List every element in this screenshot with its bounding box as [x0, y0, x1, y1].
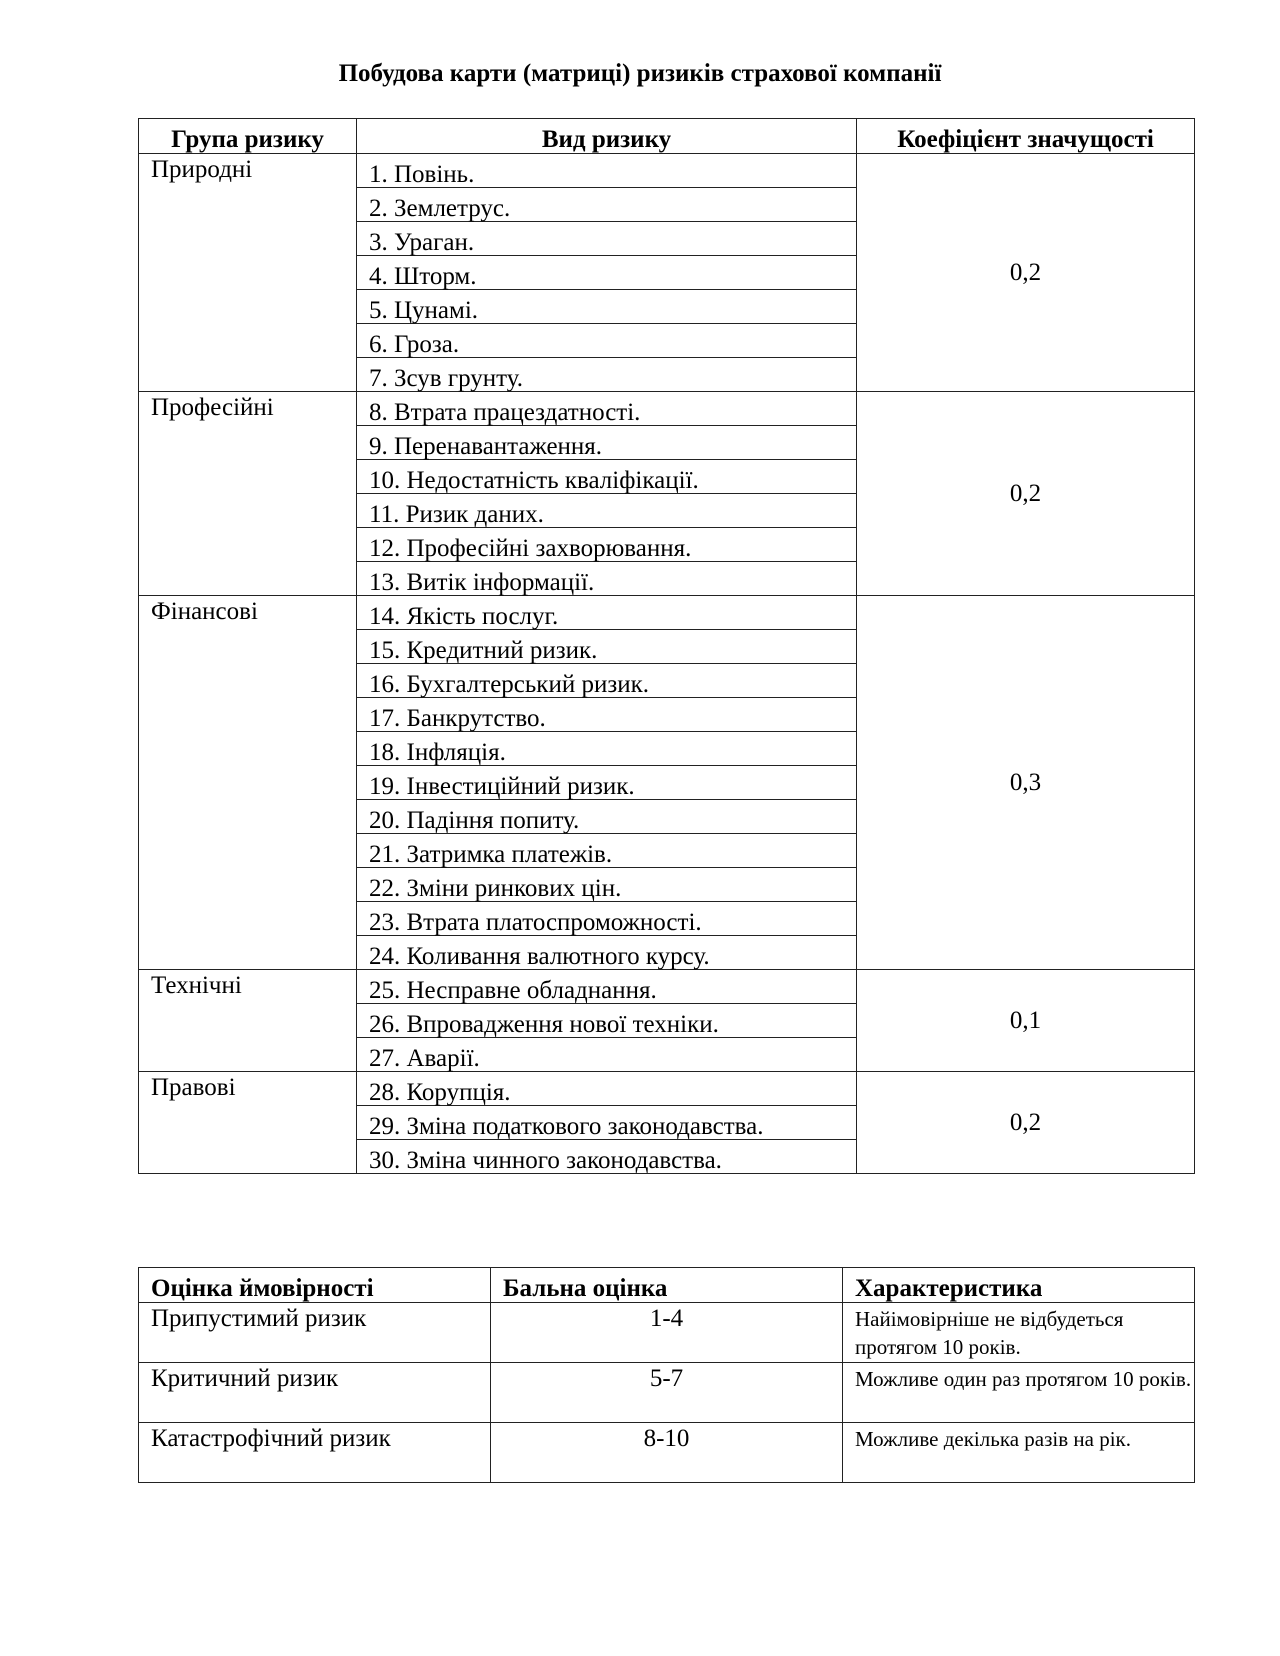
- risk-type-cell: 21. Затримка платежів.: [357, 834, 857, 868]
- risk-type-cell: 23. Втрата платоспроможності.: [357, 902, 857, 936]
- table-row: [139, 970, 1195, 1004]
- table-row: [139, 1363, 1195, 1423]
- characteristic-text: Можливе один раз протягом 10 років.: [843, 1363, 1195, 1423]
- header-risk-group: Група ризику: [139, 119, 357, 154]
- risk-type-cell: 27. Аварії.: [357, 1038, 857, 1072]
- score-value: 1-4: [491, 1303, 843, 1363]
- risk-type-cell: 11. Ризик даних.: [357, 494, 857, 528]
- table-row: [139, 596, 1195, 630]
- risk-map-table: [138, 118, 1195, 1174]
- header-probability: Оцінка ймовірності: [139, 1268, 491, 1303]
- probability-level: Катастрофічний ризик: [139, 1423, 491, 1483]
- risk-type-cell: 26. Впровадження нової техніки.: [357, 1004, 857, 1038]
- risk-type-cell: 10. Недостатність кваліфікації.: [357, 460, 857, 494]
- risk-type-cell: 2. Землетрус.: [357, 188, 857, 222]
- risk-type-cell: 30. Зміна чинного законодавства.: [357, 1140, 857, 1174]
- risk-type-cell: 5. Цунамі.: [357, 290, 857, 324]
- risk-type-cell: 19. Інвестиційний ризик.: [357, 766, 857, 800]
- risk-group-cell: Правові: [139, 1072, 357, 1174]
- risk-type-cell: 17. Банкрутство.: [357, 698, 857, 732]
- risk-group-cell: Природні: [139, 154, 357, 392]
- characteristic-text: Найімовірніше не відбудеться протягом 10 років.: [843, 1303, 1195, 1363]
- risk-type-cell: 16. Бухгалтерський ризик.: [357, 664, 857, 698]
- characteristic-text: Можливе декілька разів на рік.: [843, 1423, 1195, 1483]
- significance-coef-cell: 0,2: [857, 154, 1195, 392]
- risk-type-cell: 9. Перенавантаження.: [357, 426, 857, 460]
- probability-assessment-table: [138, 1267, 1195, 1483]
- risk-type-cell: 6. Гроза.: [357, 324, 857, 358]
- risk-type-cell: 12. Професійні захворювання.: [357, 528, 857, 562]
- risk-type-cell: 8. Втрата працездатності.: [357, 392, 857, 426]
- risk-type-cell: 15. Кредитний ризик.: [357, 630, 857, 664]
- header-risk-type: Вид ризику: [357, 119, 857, 154]
- risk-type-cell: 25. Несправне обладнання.: [357, 970, 857, 1004]
- risk-type-cell: 7. Зсув грунту.: [357, 358, 857, 392]
- significance-coef-cell: 0,2: [857, 1072, 1195, 1174]
- risk-table-body: [139, 154, 1195, 1174]
- table-row: [139, 1423, 1195, 1483]
- risk-type-cell: 4. Шторм.: [357, 256, 857, 290]
- risk-type-cell: 20. Падіння попиту.: [357, 800, 857, 834]
- significance-coef-cell: 0,1: [857, 970, 1195, 1072]
- risk-type-cell: 18. Інфляція.: [357, 732, 857, 766]
- table-header-row: [139, 119, 1195, 154]
- table-header-row: [139, 1268, 1195, 1303]
- risk-type-cell: 22. Зміни ринкових цін.: [357, 868, 857, 902]
- table-row: [139, 1303, 1195, 1363]
- score-value: 5-7: [491, 1363, 843, 1423]
- score-value: 8-10: [491, 1423, 843, 1483]
- risk-type-cell: 1. Повінь.: [357, 154, 857, 188]
- risk-type-cell: 28. Корупція.: [357, 1072, 857, 1106]
- risk-type-cell: 13. Витік інформації.: [357, 562, 857, 596]
- risk-group-cell: Фінансові: [139, 596, 357, 970]
- table-row: [139, 154, 1195, 188]
- significance-coef-cell: 0,3: [857, 596, 1195, 970]
- probability-level: Критичний ризик: [139, 1363, 491, 1423]
- significance-coef-cell: 0,2: [857, 392, 1195, 596]
- header-characteristic: Характеристика: [843, 1268, 1195, 1303]
- risk-type-cell: 14. Якість послуг.: [357, 596, 857, 630]
- probability-level: Припустимий ризик: [139, 1303, 491, 1363]
- risk-group-cell: Професійні: [139, 392, 357, 596]
- header-significance-coef: Коефіцієнт значущості: [857, 119, 1195, 154]
- page-title: Побудова карти (матриці) ризиків страхової компанії: [338, 60, 942, 87]
- risk-type-cell: 3. Ураган.: [357, 222, 857, 256]
- header-score: Бальна оцінка: [491, 1268, 843, 1303]
- risk-type-cell: 29. Зміна податкового законодавства.: [357, 1106, 857, 1140]
- risk-type-cell: 24. Коливання валютного курсу.: [357, 936, 857, 970]
- risk-group-cell: Технічні: [139, 970, 357, 1072]
- table-row: [139, 392, 1195, 426]
- table-row: [139, 1072, 1195, 1106]
